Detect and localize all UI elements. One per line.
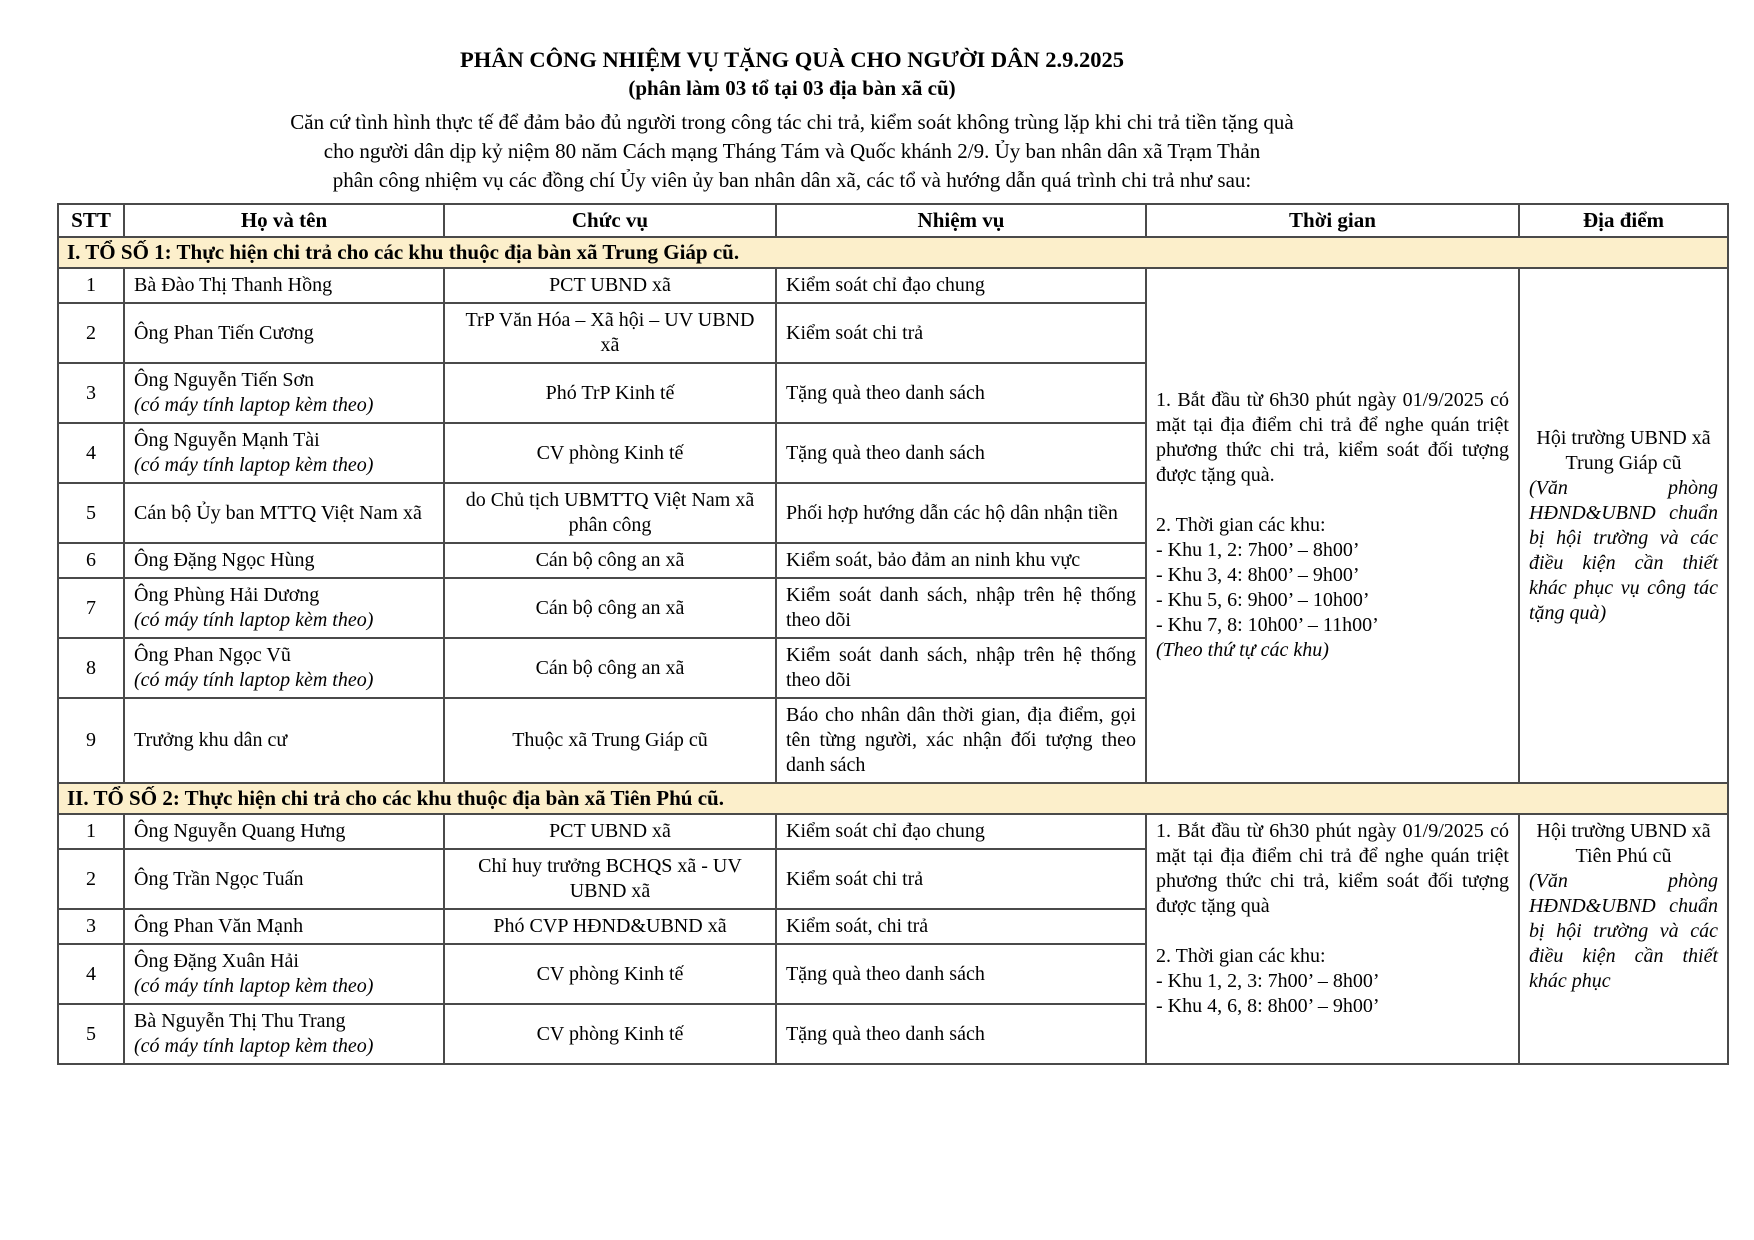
section-2-title: II. TỔ SỐ 2: Thực hiện chi trả cho các khu thuộc địa bàn xã Tiên Phú cũ. <box>58 783 1728 814</box>
cell-name <box>124 578 444 638</box>
cell-name <box>124 944 444 1004</box>
cell-stt: 4 <box>58 423 124 483</box>
place-note: (Văn phòng HĐND&UBND chuẩn bị hội trường và các điều kiện cần thiết khác phục <box>1529 870 1718 992</box>
person-name: Ông Phùng Hải Dương <box>134 584 320 606</box>
document-title: PHÂN CÔNG NHIỆM VỤ TẶNG QUÀ CHO NGƯỜI DÂN 2.9.2025 <box>460 47 1124 72</box>
person-note: (có máy tính laptop kèm theo) <box>134 1035 374 1057</box>
place-main: Hội trường UBND xã Trung Giáp cũ <box>1536 426 1711 474</box>
cell-name <box>124 1004 444 1064</box>
column-header-time: Thời gian <box>1146 204 1519 237</box>
cell-duty: Kiểm soát chỉ đạo chung <box>776 268 1146 303</box>
section-2-title-row <box>58 783 1728 814</box>
cell-role: TrP Văn Hóa – Xã hội – UV UBND xã <box>444 303 776 363</box>
cell-duty: Phối hợp hướng dẫn các hộ dân nhận tiền <box>776 483 1146 543</box>
section-1 <box>58 237 1728 783</box>
table-header-row <box>58 204 1728 237</box>
cell-stt: 3 <box>58 909 124 944</box>
cell-duty: Kiểm soát chi trả <box>776 849 1146 909</box>
cell-stt: 5 <box>58 483 124 543</box>
cell-role: CV phòng Kinh tế <box>444 423 776 483</box>
section-1-place-cell <box>1519 268 1728 783</box>
column-header-stt: STT <box>58 204 124 237</box>
time-schedule-line: - Khu 1, 2: 7h00’ – 8h00’ <box>1156 539 1360 561</box>
person-note: (có máy tính laptop kèm theo) <box>134 975 374 997</box>
person-name: Bà Nguyễn Thị Thu Trang <box>134 1010 346 1032</box>
cell-name <box>124 814 444 849</box>
person-name: Ông Trần Ngọc Tuấn <box>134 867 304 890</box>
cell-stt: 1 <box>58 814 124 849</box>
cell-duty: Kiểm soát danh sách, nhập trên hệ thống theo dõi <box>776 578 1146 638</box>
cell-duty: Tặng quà theo danh sách <box>776 1004 1146 1064</box>
cell-duty: Tặng quà theo danh sách <box>776 944 1146 1004</box>
cell-duty: Kiểm soát chi trả <box>776 303 1146 363</box>
cell-stt: 7 <box>58 578 124 638</box>
person-note: (có máy tính laptop kèm theo) <box>134 454 374 476</box>
cell-role: PCT UBND xã <box>444 268 776 303</box>
section-1-title: I. TỔ SỐ 1: Thực hiện chi trả cho các khu thuộc địa bàn xã Trung Giáp cũ. <box>58 237 1728 268</box>
place-note: (Văn phòng HĐND&UBND chuẩn bị hội trường và các điều kiện cần thiết khác phục vụ công tác tặng quà) <box>1529 476 1718 624</box>
cell-role: CV phòng Kinh tế <box>444 944 776 1004</box>
cell-stt: 2 <box>58 849 124 909</box>
cell-role: Phó TrP Kinh tế <box>444 363 776 423</box>
time-schedule-line: - Khu 5, 6: 9h00’ – 10h00’ <box>1156 589 1370 611</box>
cell-role: PCT UBND xã <box>444 814 776 849</box>
intro-line-1: Căn cứ tình hình thực tế để đảm bảo đủ người trong công tác chi trả, kiểm soát không trùng lặp khi chi trả tiền tặng quà <box>290 110 1294 134</box>
time-paragraph-1: 1. Bắt đầu từ 6h30 phút ngày 01/9/2025 có mặt tại địa điểm chi trả để nghe quán triệt phương thức chi trả, kiểm soát đối tượng được tặng quà <box>1156 820 1509 917</box>
time-schedule-line: - Khu 4, 6, 8: 8h00’ – 9h00’ <box>1156 995 1380 1017</box>
section-1-title-row <box>58 237 1728 268</box>
person-note: (có máy tính laptop kèm theo) <box>134 669 374 691</box>
person-name: Ông Nguyễn Mạnh Tài <box>134 429 320 451</box>
cell-stt: 9 <box>58 698 124 783</box>
cell-name <box>124 698 444 783</box>
cell-duty: Báo cho nhân dân thời gian, địa điểm, gọi tên từng người, xác nhận đối tượng theo danh sách <box>776 698 1146 783</box>
person-name: Ông Phan Văn Mạnh <box>134 915 304 937</box>
cell-role: Chỉ huy trưởng BCHQS xã - UV UBND xã <box>444 849 776 909</box>
column-header-name: Họ và tên <box>124 204 444 237</box>
section-1-time-cell <box>1146 268 1519 783</box>
document-header <box>57 0 1527 195</box>
table-row <box>58 814 1728 849</box>
time-order-note: (Theo thứ tự các khu) <box>1156 639 1329 661</box>
time-schedule-title: 2. Thời gian các khu: <box>1156 514 1326 536</box>
cell-stt: 3 <box>58 363 124 423</box>
person-name: Bà Đào Thị Thanh Hồng <box>134 274 333 296</box>
time-paragraph-1: 1. Bắt đầu từ 6h30 phút ngày 01/9/2025 có mặt tại địa điểm chi trả để nghe quán triệt phương thức chi trả, kiểm soát đối tượng được tặng quà. <box>1156 389 1509 486</box>
person-name: Ông Phan Ngọc Vũ <box>134 644 291 666</box>
section-2-time-cell <box>1146 814 1519 1064</box>
cell-name <box>124 543 444 578</box>
cell-name <box>124 849 444 909</box>
person-note: (có máy tính laptop kèm theo) <box>134 394 374 416</box>
column-header-role: Chức vụ <box>444 204 776 237</box>
cell-role: CV phòng Kinh tế <box>444 1004 776 1064</box>
place-main: Hội trường UBND xã Tiên Phú cũ <box>1536 820 1711 867</box>
cell-name <box>124 638 444 698</box>
document-subtitle: (phân làm 03 tổ tại 03 địa bàn xã cũ) <box>628 76 956 100</box>
cell-name <box>124 268 444 303</box>
cell-stt: 1 <box>58 268 124 303</box>
time-schedule-title: 2. Thời gian các khu: <box>1156 945 1326 967</box>
cell-duty: Tặng quà theo danh sách <box>776 423 1146 483</box>
time-schedule-line: - Khu 1, 2, 3: 7h00’ – 8h00’ <box>1156 970 1380 992</box>
cell-duty: Kiểm soát, chi trả <box>776 909 1146 944</box>
cell-stt: 4 <box>58 944 124 1004</box>
person-name: Ông Nguyễn Tiến Sơn <box>134 369 315 391</box>
person-name: Ông Đặng Ngọc Hùng <box>134 549 315 571</box>
cell-stt: 8 <box>58 638 124 698</box>
cell-name <box>124 303 444 363</box>
person-name: Ông Phan Tiến Cương <box>134 321 314 344</box>
intro-paragraph <box>57 108 1527 195</box>
column-header-duty: Nhiệm vụ <box>776 204 1146 237</box>
cell-role: Cán bộ công an xã <box>444 638 776 698</box>
cell-duty: Kiểm soát chỉ đạo chung <box>776 814 1146 849</box>
section-2-place-cell <box>1519 814 1728 1064</box>
person-name: Ông Nguyễn Quang Hưng <box>134 820 346 842</box>
cell-stt: 5 <box>58 1004 124 1064</box>
cell-duty: Kiểm soát danh sách, nhập trên hệ thống theo dõi <box>776 638 1146 698</box>
section-2 <box>58 783 1728 1064</box>
person-name: Cán bộ Ủy ban MTTQ Việt Nam xã <box>134 501 422 524</box>
cell-name <box>124 483 444 543</box>
cell-role: Phó CVP HĐND&UBND xã <box>444 909 776 944</box>
cell-name <box>124 363 444 423</box>
assignment-table <box>57 203 1729 1065</box>
cell-name <box>124 423 444 483</box>
intro-line-3: phân công nhiệm vụ các đồng chí Ủy viên ủy ban nhân dân xã, các tổ và hướng dẫn quá trình chi trả như sau: <box>332 168 1252 192</box>
person-name: Trưởng khu dân cư <box>134 729 288 751</box>
cell-duty: Tặng quà theo danh sách <box>776 363 1146 423</box>
intro-line-2: cho người dân dịp kỷ niệm 80 năm Cách mạng Tháng Tám và Quốc khánh 2/9. Ủy ban nhân dân xã Trạm Thản <box>323 139 1261 163</box>
person-note: (có máy tính laptop kèm theo) <box>134 609 374 631</box>
cell-role: Thuộc xã Trung Giáp cũ <box>444 698 776 783</box>
cell-role: Cán bộ công an xã <box>444 543 776 578</box>
person-name: Ông Đặng Xuân Hải <box>134 950 299 972</box>
time-schedule-line: - Khu 7, 8: 10h00’ – 11h00’ <box>1156 614 1379 636</box>
time-schedule-line: - Khu 3, 4: 8h00’ – 9h00’ <box>1156 564 1360 586</box>
cell-role: do Chủ tịch UBMTTQ Việt Nam xã phân công <box>444 483 776 543</box>
cell-stt: 2 <box>58 303 124 363</box>
cell-name <box>124 909 444 944</box>
cell-role: Cán bộ công an xã <box>444 578 776 638</box>
column-header-place: Địa điểm <box>1519 204 1728 237</box>
cell-duty: Kiểm soát, bảo đảm an ninh khu vực <box>776 543 1146 578</box>
cell-stt: 6 <box>58 543 124 578</box>
table-row <box>58 268 1728 303</box>
